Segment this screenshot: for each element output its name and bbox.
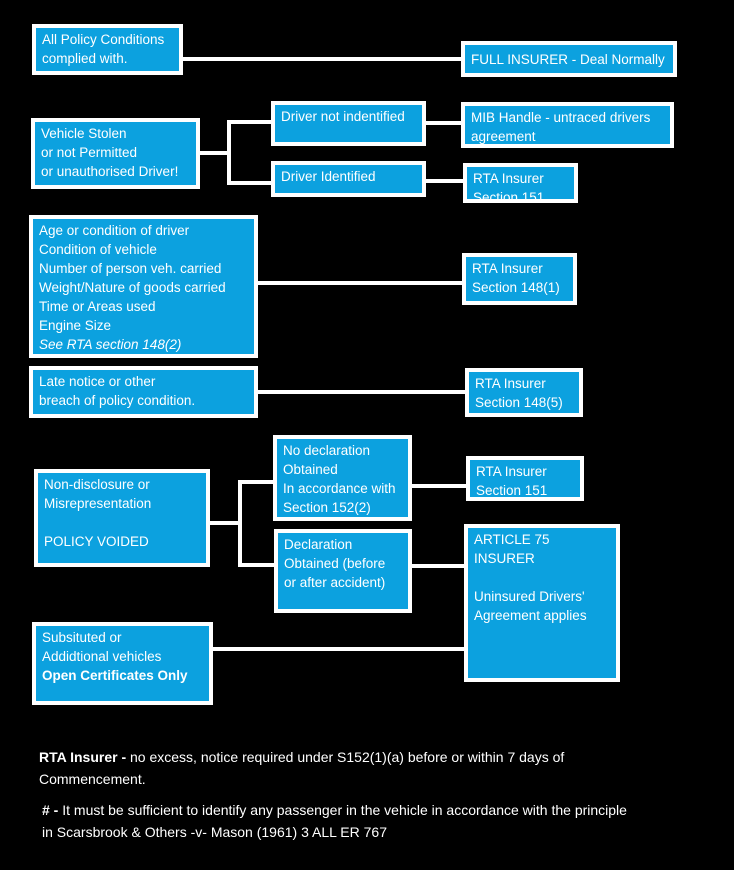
box-text: or after accident) [284,575,386,590]
box-text: Subsituted or [42,630,122,645]
box-declaration-obtained [274,529,412,613]
box-rta-insurer-151-mid [466,456,584,501]
box-text: Late notice or other [39,374,156,389]
box-text: Vehicle Stolen [41,126,127,141]
box-text: Engine Size [39,318,112,333]
box-text: Agreement applies [474,608,587,623]
connector-line [208,521,240,525]
box-text: MIB Handle - untraced drivers [471,110,651,125]
box-text: Section 151 [476,483,548,498]
footnote-bold-prefix: RTA Insurer - [39,749,127,765]
box-text: Weight/Nature of goods carried [39,280,226,295]
connector-line [242,563,274,567]
box-text: No declaration [283,443,371,458]
box-rta-insurer-151-top [463,163,578,203]
box-text: In accordance with [283,481,396,496]
box-text: Driver not indentified [281,109,405,124]
connector-line [227,120,231,185]
box-text: or unauthorised Driver! [41,164,179,179]
box-text: RTA Insurer [476,464,547,479]
box-rta-insurer-148-5 [465,368,583,417]
box-text: breach of policy condition. [39,393,196,408]
box-text: POLICY VOIDED [44,534,149,549]
box-text: See RTA section 148(2) [39,337,182,352]
box-text: Condition of vehicle [39,242,157,257]
box-text: Obtained [283,462,338,477]
box-text: Non-disclosure or [44,477,150,492]
box-no-declaration [273,435,412,521]
box-text: agreement [471,129,536,144]
connector-line [410,484,466,488]
box-text: Section 148(5) [475,395,563,410]
box-text: Misrepresentation [44,496,152,511]
box-article-75-insurer [464,524,620,682]
connector-line [211,647,464,651]
box-non-disclosure [34,469,210,567]
connector-line [231,120,271,124]
connector-line [238,480,242,567]
box-text: Section 151 [473,190,545,205]
footnote-text: It must be sufficient to identify any passenger in the vehicle in accordance with the principle [58,802,627,818]
footnote-bold-prefix: # - [42,802,59,818]
connector-line [410,564,464,568]
connector-line [242,480,273,484]
box-text: RTA Insurer [475,376,546,391]
box-text: RTA Insurer [473,171,544,186]
box-driver-identified [271,161,426,197]
footnote-line [39,746,564,768]
connector-line [231,181,271,185]
box-text: Driver Identified [281,169,376,184]
box-text: or not Permitted [41,145,138,160]
box-text: INSURER [474,551,535,566]
box-text: ARTICLE 75 [474,532,550,547]
box-text: Section 152(2) [283,500,371,515]
box-text: complied with. [42,51,128,66]
box-text: Section 148(1) [472,280,560,295]
connector-line [256,281,462,285]
footnote-text: no excess, notice required under S152(1)(a) before or within 7 days of [126,749,565,765]
box-late-notice [29,366,258,418]
footnote-line: Commencement. [39,771,146,787]
box-vehicle-stolen [31,118,200,189]
box-full-insurer [461,41,677,77]
box-text: FULL INSURER - Deal Normally [471,51,665,67]
box-text: Declaration [284,537,353,552]
box-substituted-vehicles [32,622,213,705]
box-all-policy-conditions [32,24,183,75]
connector-line [256,390,465,394]
box-text: Addidtional vehicles [42,649,162,664]
box-driver-not-identified [271,101,426,146]
box-text: Open Certificates Only [42,668,188,683]
box-text: Uninsured Drivers' [474,589,585,604]
box-text: Time or Areas used [39,299,156,314]
connector-line [181,57,461,61]
footnote-line [42,799,627,821]
box-text: Obtained (before [284,556,386,571]
box-text [474,568,610,587]
footnote-rta-insurer [39,746,564,790]
box-text: Number of person veh. carried [39,261,222,276]
box-mib-handle [461,102,674,148]
box-text: RTA Insurer [472,261,543,276]
box-age-condition [29,215,258,358]
footnote-line: in Scarsbrook & Others -v- Mason (1961) 3 ALL ER 767 [42,824,387,840]
box-text: All Policy Conditions [42,32,165,47]
box-text [44,513,200,532]
connector-line [424,179,463,183]
box-text: Age or condition of driver [39,223,190,238]
box-rta-insurer-148-1 [462,253,577,305]
connector-line [424,121,461,125]
footnote-passenger-identification [42,799,627,843]
